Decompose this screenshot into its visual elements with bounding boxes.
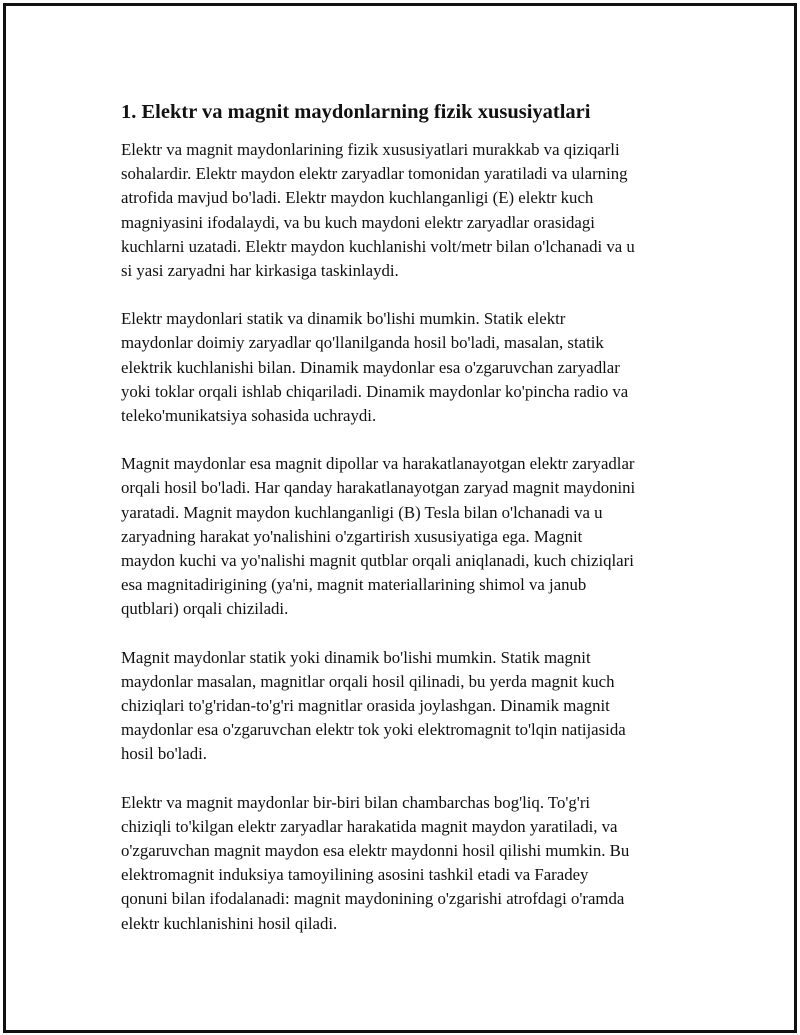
- paragraph-4: Magnit maydonlar statik yoki dinamik bo'lishi mumkin. Statik magnit maydonlar masalan, magnitlar orqali hosil qilinadi, bu yerda magnit kuch chiziqlari to'g'ridan-to'g'ri magnitlar orasida joylashgan. Dinamik magnit maydonlar esa o'zgaruvchan elektr tok yoki elektromagnit to'lqin natijasida hosil bo'ladi.: [121, 647, 626, 764]
- page-frame: [3, 3, 797, 1033]
- document-body: [121, 98, 691, 960]
- paragraph-1: Elektr va magnit maydonlarining fizik xususiyatlari murakkab va qiziqarli sohalardir. Elektr maydon elektr zaryadlar tomonidan yaratiladi va ularning atrofida mavjud bo'ladi. Elektr maydon kuchlanganligi (E) elektr kuch magniyasini ifodalaydi, va bu kuch maydoni elektr zaryadlar orasidagi kuchlarni uzatadi. Elektr maydon kuchlanishi volt/metr bilan o'lchanadi va u si yasi zaryadni har kirkasiga taskinlaydi.: [121, 140, 635, 281]
- section-heading: 1. Elektr va magnit maydonlarning fizik xususiyatlari: [121, 101, 591, 123]
- paragraph-5: Elektr va magnit maydonlar bir-biri bilan chambarchas bog'liq. To'g'ri chiziqli to'kilgan elektr zaryadlar harakatida magnit maydon yaratiladi, va o'zgaruvchan magnit maydon esa elektr maydonni hosil qilishi mumkin. Bu elektromagnit induksiya tamoyilining asosini tashkil etadi va Faradey qonuni bilan ifodalanadi: magnit maydonining o'zgarishi atrofdagi o'ramda elektr kuchlanishini hosil qiladi.: [121, 792, 630, 933]
- paragraph-3: Magnit maydonlar esa magnit dipollar va harakatlanayotgan elektr zaryadlar orqali hosil bo'ladi. Har qanday harakatlanayotgan zaryad magnit maydonini yaratadi. Magnit maydon kuchlanganligi (B) Tesla bilan o'lchanadi va u zaryadning harakat yo'nalishini o'zgartirish xususiyatiga ega. Magnit maydon kuchi va yo'nalishi magnit qutblar orqali aniqlanadi, kuch chiziqlari esa magnitadirigining (ya'ni, magnit materiallarining shimol va janub qutblari) orqali chiziladi.: [121, 454, 636, 619]
- paragraph-2: Elektr maydonlari statik va dinamik bo'lishi mumkin. Statik elektr maydonlar doimiy zaryadlar qo'llanilganda hosil bo'ladi, masalan, statik elektrik kuchlanishi bilan. Dinamik maydonlar esa o'zgaruvchan zaryadlar yoki toklar orqali ishlab chiqariladi. Dinamik maydonlar ko'pincha radio va teleko'munikatsiya sohasida uchraydi.: [121, 309, 629, 426]
